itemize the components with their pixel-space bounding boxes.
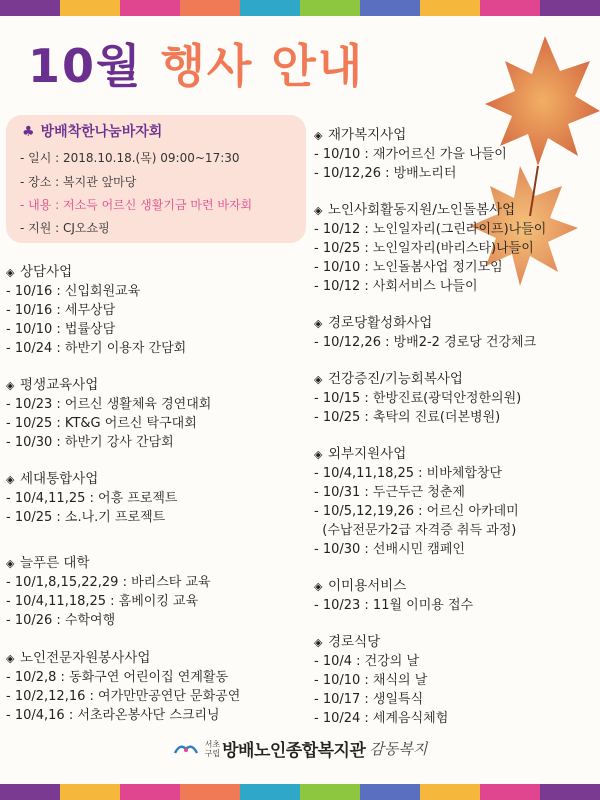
- event-title-text: 방배착한나눔바자회: [40, 124, 163, 140]
- schedule-item: - 10/5,12,19,26 : 어르신 아카데미: [314, 504, 519, 519]
- schedule-item: - 10/30 : 선배시민 캠페인: [314, 542, 465, 557]
- section-title: [6, 469, 306, 489]
- schedule-item: - 10/15 : 한방진료(광덕안정한의원): [314, 391, 522, 406]
- schedule-item: - 10/31 : 두근두근 청춘제: [314, 485, 465, 500]
- section-title-text: 늘푸른 대학: [20, 555, 90, 571]
- schedule-item: - 10/4,11,25 : 어흥 프로젝트: [6, 491, 178, 506]
- section-title: [6, 375, 306, 395]
- schedule-item: - 10/24 : 세계음식체험: [314, 711, 449, 726]
- diamond-bullet-icon: ◈: [314, 204, 323, 217]
- section-right-1: [314, 200, 599, 296]
- section-right-0: [314, 125, 599, 183]
- bottom-color-stripe: [0, 784, 600, 800]
- section-left-3: [6, 553, 306, 630]
- schedule-item: - 10/25 : 노인일자리(바리스타)나들이: [314, 241, 534, 256]
- section-title-text: 경로식당: [328, 634, 381, 650]
- section-title-text: 노인전문자원봉사사업: [20, 650, 151, 666]
- section-title: [314, 125, 599, 145]
- schedule-item: - 10/25 : 소.나.기 프로젝트: [6, 510, 166, 525]
- section-title: [314, 313, 599, 333]
- schedule-item: - 10/2,12,16 : 여가만만공연단 문화공연: [6, 689, 241, 704]
- schedule-item: - 10/23 : 어르신 생활체육 경연대회: [6, 397, 212, 412]
- schedule-item: - 10/12 : 사회서비스 나들이: [314, 279, 478, 294]
- schedule-item: - 10/4,16 : 서초라온봉사단 스크리닝: [6, 708, 220, 723]
- section-title-text: 건강증진/기능회복사업: [328, 371, 463, 387]
- diamond-bullet-icon: ◈: [314, 448, 323, 461]
- section-title: [314, 576, 599, 596]
- event-content-line: - 내용 : 저소득 어르신 생활기금 마련 바자회: [20, 198, 253, 212]
- section-right-5: [314, 576, 599, 615]
- bazaar-event-box: [6, 115, 306, 243]
- diamond-bullet-icon: ◈: [314, 129, 323, 142]
- section-left-2: [6, 469, 306, 527]
- section-title: [314, 200, 599, 220]
- schedule-item: - 10/25 : KT&G 어르신 탁구대회: [6, 416, 197, 431]
- diamond-bullet-icon: ◈: [314, 373, 323, 386]
- schedule-item: - 10/12 : 노인일자리(그린라이프)나들이: [314, 222, 547, 237]
- welfare-center-logo: [173, 741, 199, 757]
- organization-name: 방배노인종합복지관: [222, 741, 366, 761]
- diamond-bullet-icon: ◈: [314, 636, 323, 649]
- schedule-item: - 10/4,11,18,25 : 홈베이킹 교육: [6, 594, 199, 609]
- schedule-item: - 10/10 : 노인돌봄사업 정기모임: [314, 260, 503, 275]
- schedule-item: - 10/17 : 생일특식: [314, 692, 424, 707]
- diamond-bullet-icon: ◈: [314, 580, 323, 593]
- section-title: [314, 369, 599, 389]
- schedule-item: - 10/4,11,18,25 : 비바체합창단: [314, 466, 503, 481]
- section-title-text: 평생교육사업: [20, 377, 99, 393]
- district-label: 서초 구립: [204, 739, 221, 758]
- diamond-bullet-icon: ◈: [6, 379, 15, 392]
- title-month: 10월: [28, 39, 143, 93]
- section-title-text: 이미용서비스: [328, 578, 407, 594]
- diamond-bullet-icon: ◈: [6, 557, 15, 570]
- section-title-text: 상담사업: [20, 264, 73, 280]
- event-title: [22, 121, 162, 141]
- section-title: [6, 262, 306, 282]
- section-right-4: [314, 444, 599, 559]
- diamond-bullet-icon: ◈: [6, 652, 15, 665]
- schedule-item: - 10/10 : 채식의 날: [314, 673, 428, 688]
- club-suit-icon: ♣: [22, 124, 35, 140]
- slogan: 감동복지: [369, 740, 428, 758]
- schedule-item: - 10/12,26 : 방배노리터: [314, 166, 457, 181]
- top-color-stripe: [0, 0, 600, 16]
- section-left-0: [6, 262, 306, 358]
- schedule-item: - 10/2,8 : 동화구연 어린이집 연계활동: [6, 670, 229, 685]
- schedule-item: - 10/23 : 11월 이미용 접수: [314, 598, 474, 613]
- page-title: [28, 30, 364, 96]
- section-title: [314, 444, 599, 464]
- section-title-text: 경로당활성화사업: [328, 315, 433, 331]
- section-title-text: 외부지원사업: [328, 446, 407, 462]
- section-title-text: 세대통합사업: [20, 471, 99, 487]
- section-title-text: 재가복지사업: [328, 127, 407, 143]
- schedule-item: (수납전문가2급 자격증 취득 과정): [314, 523, 517, 538]
- schedule-item: - 10/24 : 하반기 이용자 간담회: [6, 341, 187, 356]
- section-title: [314, 632, 599, 652]
- section-title: [6, 648, 306, 668]
- title-text: 행사 안내: [160, 39, 365, 93]
- diamond-bullet-icon: ◈: [314, 317, 323, 330]
- section-right-2: [314, 313, 599, 352]
- schedule-item: - 10/16 : 신입회원교육: [6, 284, 141, 299]
- section-title: [6, 553, 306, 573]
- schedule-item: - 10/10 : 재가어르신 가을 나들이: [314, 147, 507, 162]
- section-right-3: [314, 369, 599, 427]
- footer: [0, 736, 600, 761]
- section-left-1: [6, 375, 306, 452]
- schedule-item: - 10/30 : 하반기 강사 간담회: [6, 435, 174, 450]
- diamond-bullet-icon: ◈: [6, 266, 15, 279]
- schedule-item: - 10/16 : 세무상담: [6, 303, 116, 318]
- schedule-item: - 10/12,26 : 방배2-2 경로당 건강체크: [314, 335, 537, 350]
- schedule-item: - 10/25 : 촉탁의 진료(더본병원): [314, 410, 501, 425]
- section-left-4: [6, 648, 306, 725]
- schedule-item: - 10/4 : 건강의 날: [314, 654, 420, 669]
- schedule-item: - 10/10 : 법률상담: [6, 322, 116, 337]
- right-column: [314, 125, 599, 728]
- left-column: [6, 262, 306, 725]
- section-title-text: 노인사회활동지원/노인돌봄사업: [328, 202, 516, 218]
- schedule-item: - 10/26 : 수학여행: [6, 613, 116, 628]
- schedule-item: - 10/1,8,15,22,29 : 바리스타 교육: [6, 575, 211, 590]
- event-sponsor-line: - 지원 : CJ오쇼핑: [20, 221, 110, 235]
- event-place-line: - 장소 : 복지관 앞마당: [20, 175, 137, 189]
- event-date-line: - 일시 : 2018.10.18.(목) 09:00~17:30: [20, 151, 240, 165]
- diamond-bullet-icon: ◈: [6, 473, 15, 486]
- section-right-6: [314, 632, 599, 728]
